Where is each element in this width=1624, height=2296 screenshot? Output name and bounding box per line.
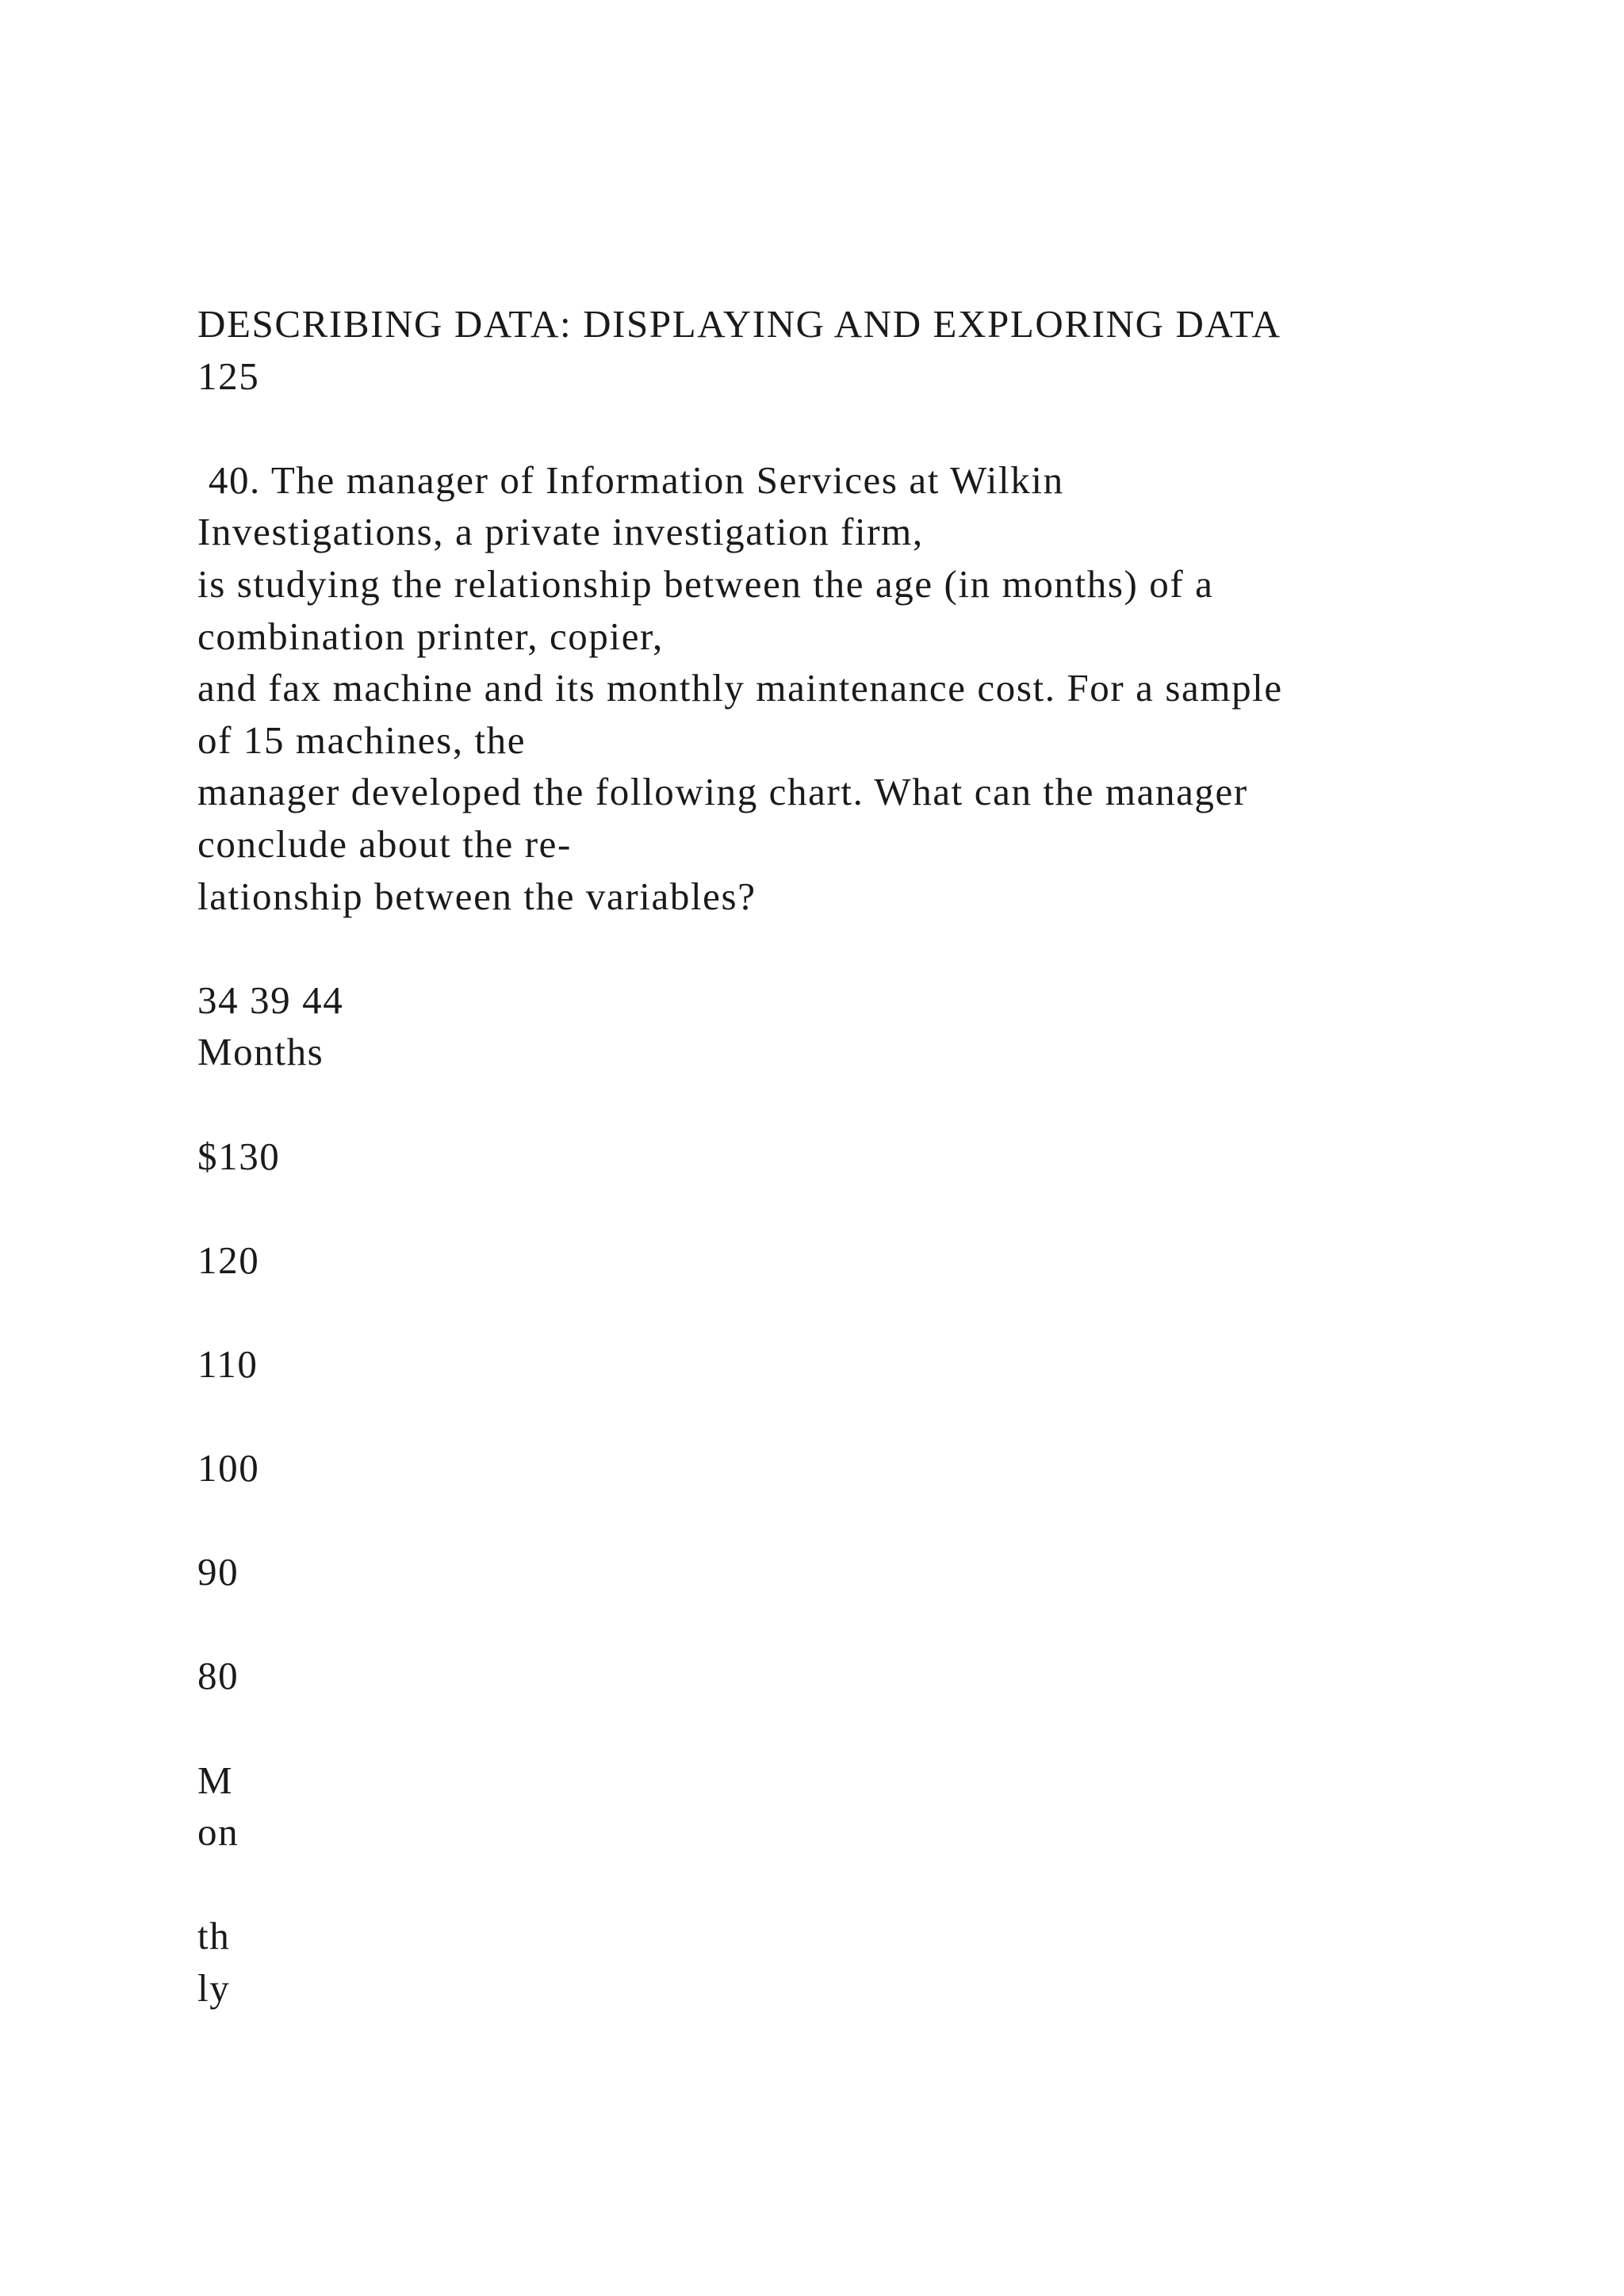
exercise-text-line: 40. The manager of Information Services at Wilkin [197, 457, 1064, 502]
chart-y-tick-label: 120 [197, 1238, 260, 1282]
exercise-text-line: conclude about the re- [197, 821, 572, 866]
chart-y-axis-label-fragment: on [197, 1810, 239, 1854]
exercise-text-line: Investigations, a private investigation firm, [197, 510, 924, 554]
blank-line [197, 1702, 1530, 1755]
chart-y-tick-label: 110 [197, 1341, 259, 1386]
exercise-text-line: of 15 machines, the [197, 718, 527, 762]
chart-x-axis-label: Months [197, 1030, 324, 1074]
exercise-text-line: lationship between the variables? [197, 874, 756, 918]
chart-x-tick-labels: 34 39 44 [197, 978, 344, 1022]
exercise-text-line: is studying the relationship between the age (in months) of a [197, 561, 1214, 606]
chart-y-tick-label: $130 [197, 1134, 281, 1178]
exercise-text-line: combination printer, copier, [197, 614, 664, 658]
section-header: DESCRIBING DATA: DISPLAYING AND EXPLORING DATA [197, 302, 1281, 346]
page-number: 125 [197, 354, 260, 398]
exercise-text-line: manager developed the following chart. What can the manager [197, 770, 1248, 814]
blank-line [197, 1390, 1530, 1442]
blank-line [197, 1286, 1530, 1338]
exercise-text-line: and fax machine and its monthly maintenance cost. For a sample [197, 666, 1283, 710]
blank-line [197, 1598, 1530, 1651]
blank-line [197, 1494, 1530, 1547]
chart-y-tick-label: 100 [197, 1446, 260, 1490]
chart-y-axis-label-fragment: M [197, 1758, 234, 1802]
blank-line [197, 1078, 1530, 1131]
blank-line [197, 1182, 1530, 1234]
chart-y-tick-label: 80 [197, 1654, 239, 1698]
blank-line [197, 402, 1530, 454]
chart-y-axis-label-fragment: ly [197, 1966, 231, 2010]
chart-y-tick-label: 90 [197, 1550, 239, 1594]
blank-line [197, 922, 1530, 974]
chart-y-axis-label-fragment: th [197, 1914, 231, 1958]
blank-line [197, 1858, 1530, 1911]
document-text [197, 298, 1530, 2015]
